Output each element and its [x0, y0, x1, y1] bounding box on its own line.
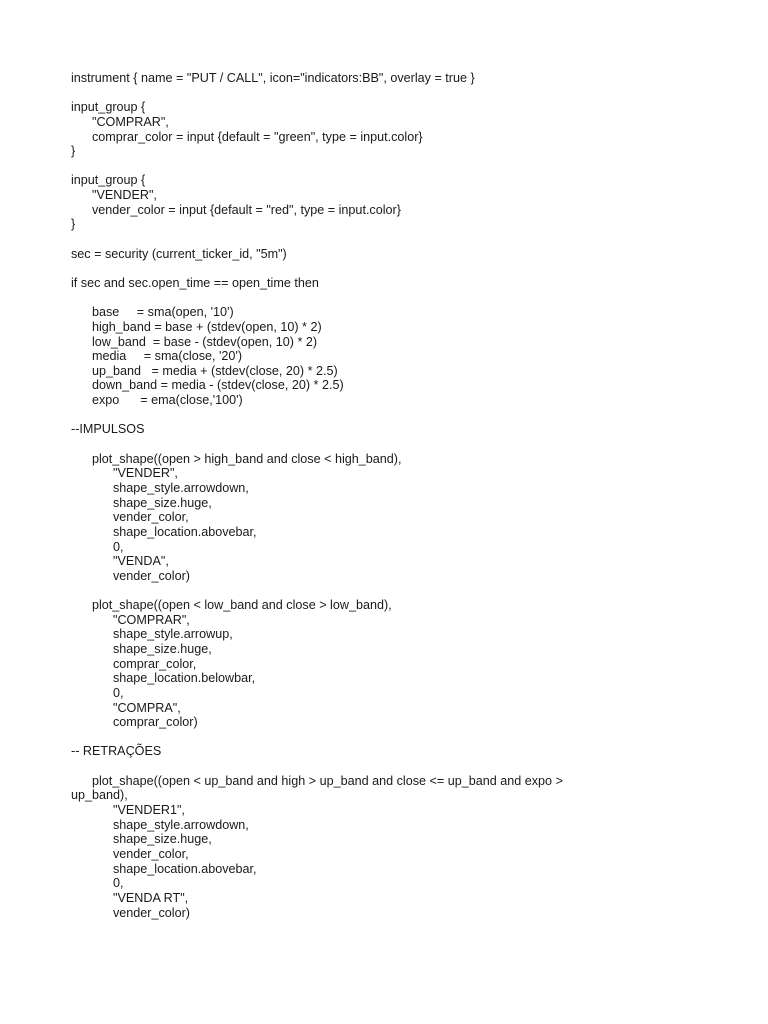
- code-line: 0,: [71, 876, 124, 891]
- code-line: "COMPRA",: [71, 700, 181, 715]
- code-line: shape_size.huge,: [71, 832, 212, 847]
- code-line: high_band = base + (stdev(open, 10) * 2): [71, 319, 322, 334]
- code-line: instrument { name = "PUT / CALL", icon="indicators:BB", overlay = true }: [71, 71, 475, 85]
- blank-line: [71, 291, 711, 306]
- code-line: vender_color,: [71, 846, 189, 861]
- code-line: -- RETRAÇÕES: [71, 744, 162, 759]
- code-line: shape_style.arrowdown,: [71, 817, 249, 832]
- blank-line: [71, 759, 711, 774]
- code-line: }: [71, 144, 76, 159]
- code-line: comprar_color): [71, 715, 198, 730]
- code-line: vender_color): [71, 905, 190, 920]
- code-line: media = sma(close, '20'): [71, 349, 243, 364]
- code-line: if sec and sec.open_time == open_time then: [71, 275, 319, 290]
- code-line: input_group {: [71, 173, 146, 188]
- code-line: vender_color,: [71, 510, 189, 525]
- code-line: "VENDA",: [71, 554, 169, 569]
- code-line: shape_size.huge,: [71, 641, 212, 656]
- code-line: comprar_color = input {default = "green", type = input.color}: [71, 129, 423, 144]
- blank-line: [71, 159, 711, 174]
- code-line: plot_shape((open < low_band and close > low_band),: [71, 598, 392, 613]
- code-line: sec = security (current_ticker_id, "5m"): [71, 246, 287, 261]
- code-line: --IMPULSOS: [71, 422, 145, 437]
- blank-line: [71, 261, 711, 276]
- code-line: base = sma(open, '10'): [71, 305, 234, 320]
- code-line: shape_style.arrowup,: [71, 627, 233, 642]
- code-line: 0,: [71, 685, 124, 700]
- blank-line: [71, 408, 711, 423]
- blank-line: [71, 583, 711, 598]
- code-line: shape_size.huge,: [71, 495, 212, 510]
- blank-line: [71, 437, 711, 452]
- code-line: low_band = base - (stdev(open, 10) * 2): [71, 334, 318, 349]
- code-line: down_band = media - (stdev(close, 20) * 2.5): [71, 378, 344, 393]
- code-line: plot_shape((open > high_band and close < high_band),: [71, 451, 402, 466]
- code-line: vender_color = input {default = "red", type = input.color}: [71, 202, 401, 217]
- code-line: plot_shape((open < up_band and high > up_band and close <= up_band and expo >: [71, 773, 563, 788]
- blank-line: [71, 730, 711, 745]
- code-line: "VENDER",: [71, 466, 178, 481]
- code-block: [71, 71, 711, 920]
- code-line: 0,: [71, 539, 124, 554]
- code-line: }: [71, 217, 76, 232]
- code-line: "COMPRAR",: [71, 114, 169, 129]
- blank-line: [71, 232, 711, 247]
- code-line: up_band = media + (stdev(close, 20) * 2.5): [71, 363, 338, 378]
- code-line: comprar_color,: [71, 656, 197, 671]
- code-line: "COMPRAR",: [71, 612, 190, 627]
- code-line: input_group {: [71, 100, 146, 115]
- code-line: shape_location.abovebar,: [71, 524, 257, 539]
- code-line: shape_location.belowbar,: [71, 671, 256, 686]
- code-line: vender_color): [71, 568, 190, 583]
- code-line: "VENDER1",: [71, 803, 185, 818]
- blank-line: [71, 86, 711, 101]
- code-line: shape_location.abovebar,: [71, 861, 257, 876]
- code-line: "VENDA RT",: [71, 890, 189, 905]
- code-line: expo = ema(close,'100'): [71, 393, 243, 408]
- code-line: shape_style.arrowdown,: [71, 480, 249, 495]
- code-line: up_band),: [71, 788, 128, 803]
- code-line: "VENDER",: [71, 188, 157, 203]
